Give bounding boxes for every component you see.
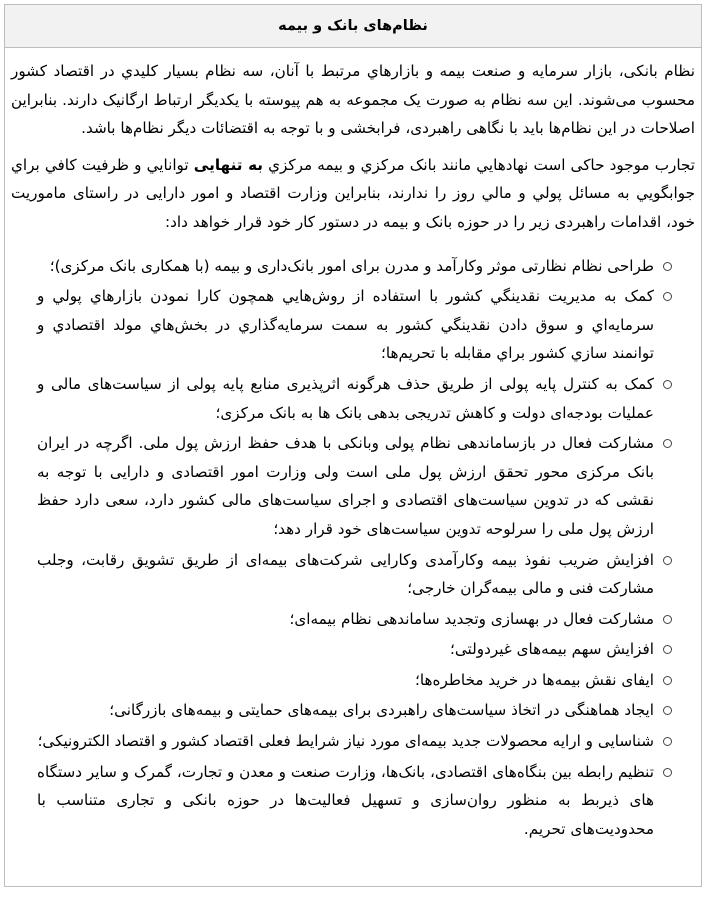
- emphasis-text: به تنهایی: [193, 155, 263, 174]
- list-item: طراحی نظام نظارتی موثر وکارآمد و مدرن برای امور بانک‌داری و بیمه (با همکاری بانک مرکزی)؛: [11, 252, 676, 281]
- list-item: مشارکت فعال در بهسازی وتجدید ساماندهی نظام بیمه‌ای؛: [11, 605, 676, 634]
- list-item: ایجاد هماهنگی در اتخاذ سیاست‌های راهبردی برای بیمه‌های حمایتی و بیمه‌های بازرگانی؛: [11, 696, 676, 725]
- experience-paragraph-end: توانايي و ظرفيت کافي براي جوابگويي به مسائل پولي و مالي روز را ندارند، بنابراین وزارت اقتصاد و امور دارایی در راستای ماموریت خود، اقدامات راهبردی زیر را در حوزه بانک و بیمه در دستور کار خود قرار خواهد داد:: [11, 155, 695, 231]
- list-item: کمک به کنترل پایه پولی از طریق حذف هرگونه اثرپذیری منابع پایه پولی از سیاست‌های مالی و عملیات بودجه‌ای دولت و کاهش تدریجی بدهی بانک ها به بانک مرکزی؛: [11, 370, 676, 427]
- list-item: افزایش ضریب نفوذ بیمه وکارآمدی وکارایی شرکت‌های بیمه‌ای از طریق تشویق رقابت، وجلب مشارکت فنی و مالی بیمه‌گران خارجی؛: [11, 546, 676, 603]
- list-item: مشارکت فعال در بازساماندهی نظام پولی وبانکی با هدف حفظ ارزش پول ملی. اگرچه در ایران بانک مرکزی محور تحقق ارزش پول ملی است ولی وزارت امور اقتصادی و دارایی با توجه به نقشی که در تدوین سیاست‌های اقتصادی و اجرای سیاست‌های مالی کشور دارد، سعی دارد حفظ ارزش پول ملی را سرلوحه تدوین سیاست‌های خود قرار دهد؛: [11, 429, 676, 543]
- list-item: ایفای نقش بیمه‌ها در خرید مخاطره‌ها؛: [11, 666, 676, 695]
- document-body: [5, 48, 701, 843]
- list-item: کمک به مديريت نقدينگي کشور با استفاده از روش‌هايي همچون کارا نمودن بازارهاي پولي و سرمايه‌اي و سوق دادن نقدينگي کشور به سمت سرمايه‌گذاري در بخش‌هاي مولد اقتصادي و توانمند سازي کشور براي مقابله با تحريم‌ها؛: [11, 282, 676, 368]
- intro-paragraph: نظام بانکی، بازار سرمايه و صنعت بيمه و بازارهاي مرتبط با آنان، سه نظام بسيار کليدي در اقتصاد کشور محسوب می‌شوند. این سه نظام به صورت یک مجموعه به هم پیوسته با یکدیگر ارتباط ارگانیک دارند. بنابراین اصلاحات در این نظام‌ها باید با نگاهی راهبردی، فرابخشی و با توجه به اقتضائات دیگر نظام‌ها باشد.: [11, 62, 695, 138]
- experience-paragraph: [11, 151, 695, 237]
- list-item: شناسایی و ارایه محصولات جدید بیمه‌ای مورد نیاز شرایط فعلی اقتصاد کشور و اقتصاد الکترونیکی؛: [11, 727, 676, 756]
- list-item: تنظیم رابطه بین بنگاه‌های اقتصادی، بانک‌ها، وزارت صنعت و معدن و تجارت، گمرک و سایر دستگاه های ذیربط به منظور روان‌سازی و تسهیل فعالیت‌ها در حوزه بانکی و تجاری متناسب با محدودیت‌های تحریم.: [11, 758, 676, 844]
- page-title: نظام‌های بانک و بیمه: [278, 18, 428, 34]
- document-panel: [4, 4, 702, 887]
- experience-paragraph-start: تجارب موجود حاکی است نهادهايي مانند بانک مرکزي و بيمه مرکزي: [263, 155, 695, 174]
- title-bar: [5, 5, 701, 48]
- strategic-actions-list: [11, 252, 695, 844]
- list-item: افزایش سهم بیمه‌های غیردولتی؛: [11, 635, 676, 664]
